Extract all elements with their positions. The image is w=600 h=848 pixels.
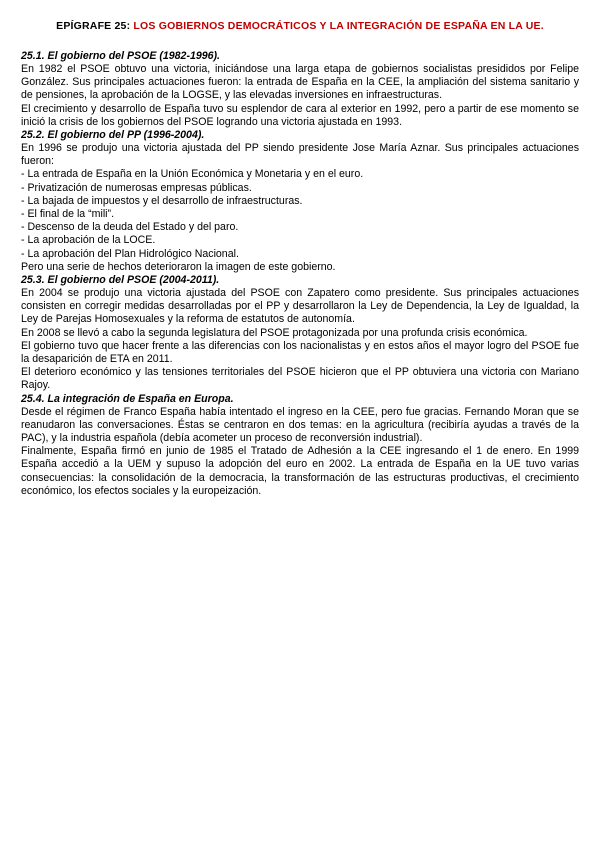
- list-item: - Descenso de la deuda del Estado y del paro.: [21, 221, 239, 234]
- title-highlight: LOS GOBIERNOS DEMOCRÁTICOS Y LA INTEGRACIÓN DE ESPAÑA EN LA UE.: [133, 20, 544, 32]
- document-page: [21, 20, 579, 498]
- section-heading: 25.4. La integración de España en Europa.: [21, 392, 234, 405]
- section-25-2: [21, 129, 579, 274]
- section-25-4: [21, 393, 579, 498]
- paragraph: En 2004 se produjo una victoria ajustada del PSOE con Zapatero como presidente. Sus principales actuaciones consisten en corregir medidas desarrolladas por el PP y desarrollaron la Ley de Dependencia, la Ley de Igualdad, la Ley de Parejas Homosexuales y la reforma de estatutos de autonomía.: [21, 287, 579, 326]
- list-item: - La entrada de España en la Unión Económica y Monetaria y en el euro.: [21, 168, 364, 181]
- title-prefix: EPÍGRAFE 25:: [56, 20, 131, 32]
- section-25-1: [21, 50, 579, 129]
- paragraph: Finalmente, España firmó en junio de 1985 el Tratado de Adhesión a la CEE ingresando el 1 de enero. En 1999 España accedió a la UEM y supuso la adopción del euro en 2002. La entrada de España en la UE tuvo varias consecuencias: la consolidación de la democracia, la transformación de las estructuras productivas, el crecimiento económico, los efectos sociales y la europeización.: [21, 445, 579, 497]
- paragraph: Pero una serie de hechos deterioraron la imagen de este gobierno.: [21, 260, 336, 273]
- document-title: [21, 20, 579, 32]
- list-item: - La bajada de impuestos y el desarrollo de infraestructuras.: [21, 194, 303, 207]
- paragraph: En 1996 se produjo una victoria ajustada del PP siendo presidente Jose María Aznar. Sus principales actuaciones fueron:: [21, 142, 579, 168]
- list-item: - El final de la “mili”.: [21, 208, 115, 221]
- list-item: - La aprobación del Plan Hidrológico Nacional.: [21, 247, 239, 260]
- paragraph: El crecimiento y desarrollo de España tuvo su esplendor de cara al exterior en 1992, pero a partir de ese momento se inició la crisis de los gobiernos del PSOE logrando una victoria ajustada en 1993.: [21, 102, 579, 128]
- list-item: - Privatización de numerosas empresas públicas.: [21, 181, 252, 194]
- paragraph: En 2008 se llevó a cabo la segunda legislatura del PSOE protagonizada por una profunda crisis económica.: [21, 326, 528, 339]
- section-heading: 25.1. El gobierno del PSOE (1982-1996).: [21, 50, 221, 62]
- section-heading: 25.2. El gobierno del PP (1996-2004).: [21, 129, 205, 142]
- paragraph: El gobierno tuvo que hacer frente a las diferencias con los nacionalistas y en estos años el mayor logro del PSOE fue la desaparición de ETA en 2011.: [21, 339, 579, 366]
- list-item: - La aprobación de la LOCE.: [21, 234, 156, 247]
- section-heading: 25.3. El gobierno del PSOE (2004-2011).: [21, 274, 220, 287]
- paragraph: El deterioro económico y las tensiones territoriales del PSOE hicieron que el PP obtuviera una victoria con Mariano Rajoy.: [21, 366, 579, 392]
- paragraph: Desde el régimen de Franco España había intentado el ingreso en la CEE, pero fue gracias. Fernando Moran que se reanudaron las conversaciones. Éstas se centraron en dos temas: en la agricultura (recibiría ayudas a través de la PAC), y la industria española (debía acometer un proceso de reconversión industrial).: [21, 405, 579, 445]
- section-25-3: [21, 274, 579, 393]
- paragraph: En 1982 el PSOE obtuvo una victoria, iniciándose una larga etapa de gobiernos socialistas presididos por Felipe González. Sus principales actuaciones fueron: la entrada de España en la CEE, la ampliación del sistema sanitario y de pensiones, la aprobación de la LOGSE, y las elevadas inversiones en infraestructuras.: [21, 63, 579, 102]
